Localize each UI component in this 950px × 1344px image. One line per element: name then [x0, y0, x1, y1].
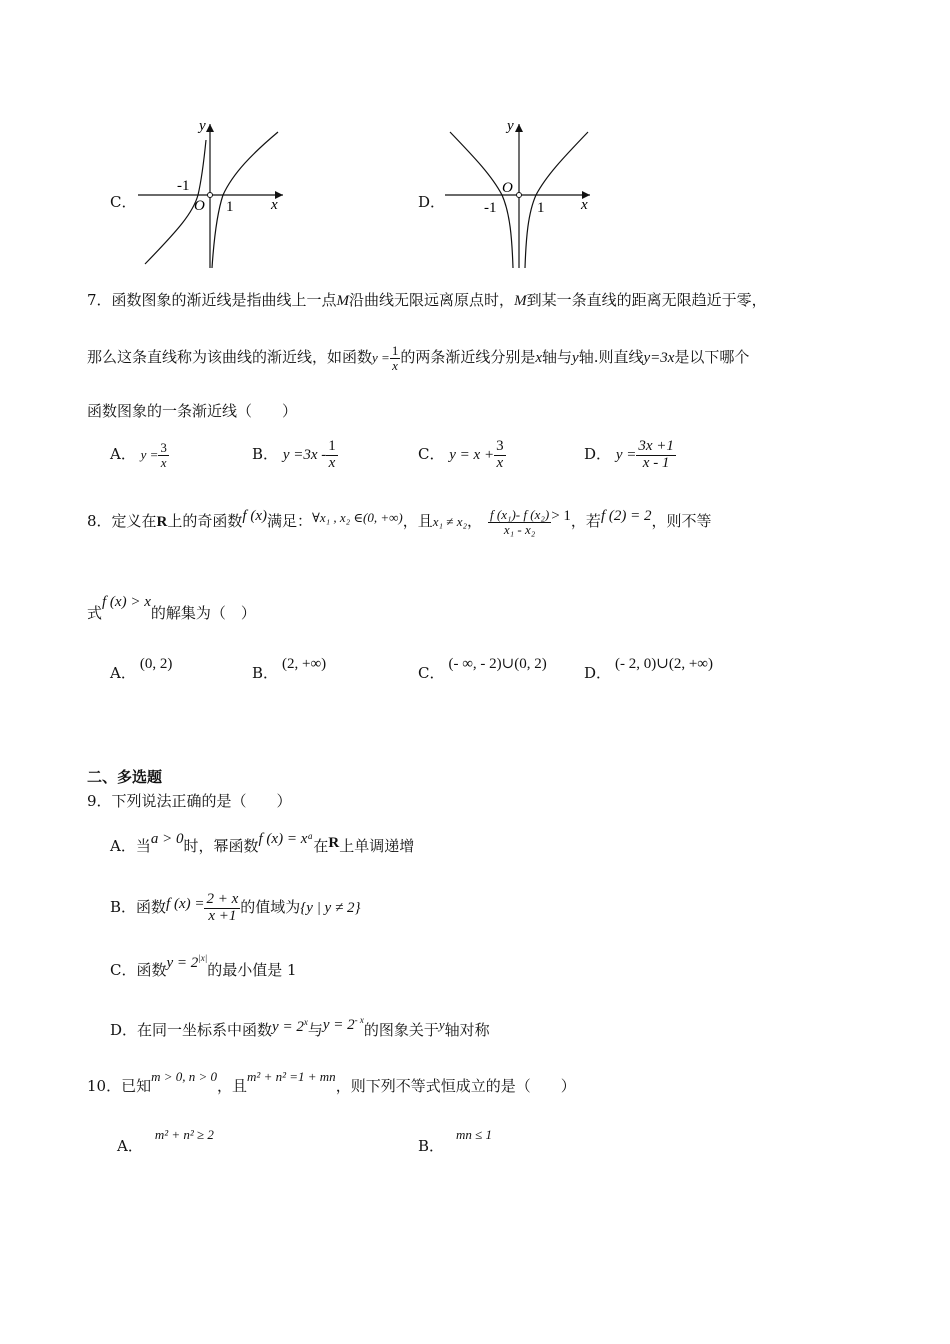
graph-c-neg1: -1: [177, 178, 190, 194]
graph-d-label: D．: [418, 193, 446, 211]
q8-option-c[interactable]: C． (- ∞, - 2)∪(0, 2): [418, 656, 547, 682]
q7-option-c[interactable]: C． y = x + $\frac{3}{x}$: [418, 437, 504, 471]
graph-d-right-branch: [525, 132, 588, 268]
q8-line2: 式f (x) > x的解集为（ ）: [87, 594, 256, 622]
graph-d: [440, 118, 595, 273]
graph-c-right-branch: [212, 132, 278, 268]
q7-option-a[interactable]: A． y = $\frac{3}{x}$: [110, 439, 167, 470]
graph-d-pos1: 1: [537, 200, 545, 216]
graph-c-pos1: 1: [226, 199, 234, 215]
graph-c-y-label: y: [199, 118, 206, 134]
q7-line2: 那么这条直线称为该曲线的渐近线，如函数y = $\frac{1}{x}$ 的两条渐近线分别是x轴与y轴.则直线y=3x是以下哪个: [87, 342, 750, 373]
graph-d-left-branch: [450, 132, 513, 268]
q7-line3: 函数图象的一条渐近线（ ）: [87, 402, 298, 420]
graph-c-o-label: O: [194, 198, 205, 214]
q7-line1: 7．函数图象的渐近线是指曲线上一点M沿曲线无限远离原点时，M到某一条直线的距离无限趋近于零，: [87, 291, 767, 309]
graph-d-neg1: -1: [484, 200, 497, 216]
graph-d-o-label: O: [502, 180, 513, 196]
q9-option-a[interactable]: A．当a > 0时，幂函数f (x) = xᵃ在R上单调递增: [110, 831, 415, 855]
graph-d-x-label: x: [581, 197, 588, 213]
q10-stem: 10．已知m > 0, n > 0，且m² + n² =1 + mn，则下列不等式恒成立的是（ ）: [87, 1069, 576, 1095]
q8-line1: 8．定义在R上的奇函数f (x)满足：∀x₁ , x₂ ∈(0, +∞)，且x₁ ≠ x₂， $\frac{\text{f (x₁)- f (x₂)}}{\text{x₁ - x₂}}$ > 1，若f (2) = 2，则不等: [87, 506, 712, 537]
q9-option-c[interactable]: C．函数$y = 2^{|x|}$的最小值是 1: [110, 953, 297, 979]
graph-c-origin: [208, 193, 213, 198]
graph-c: [133, 118, 288, 273]
graph-c-label: C．: [110, 193, 137, 211]
section-2-title: 二、多选题: [87, 768, 163, 786]
q9-option-b[interactable]: B．函数f (x) = $\frac{2 + x}{x +1}$ 的值域为{y | y ≠ 2}: [110, 890, 361, 924]
q9-option-d[interactable]: D．在同一坐标系中函数$y = 2^x$与$y = 2^{- x}$的图象关于y轴对称: [110, 1015, 490, 1039]
q9-stem: 9．下列说法正确的是（ ）: [87, 792, 292, 810]
q10-option-a[interactable]: A．m² + n² ≥ 2: [117, 1127, 214, 1155]
q8-option-a[interactable]: A． (0, 2): [110, 656, 173, 682]
graph-d-origin: [517, 193, 522, 198]
q7-option-d[interactable]: D． y = $\frac{3x +1}{x - 1}$: [584, 437, 674, 471]
q8-option-b[interactable]: B． (2, +∞): [252, 656, 327, 682]
q7-option-b[interactable]: B． y =3x - $\frac{1}{x}$: [252, 437, 336, 471]
graph-d-y-label: y: [507, 118, 514, 134]
graph-c-x-label: x: [271, 197, 278, 213]
q10-option-b[interactable]: B．mn ≤ 1: [418, 1127, 493, 1155]
q8-option-d[interactable]: D． (- 2, 0)∪(2, +∞): [584, 656, 713, 682]
